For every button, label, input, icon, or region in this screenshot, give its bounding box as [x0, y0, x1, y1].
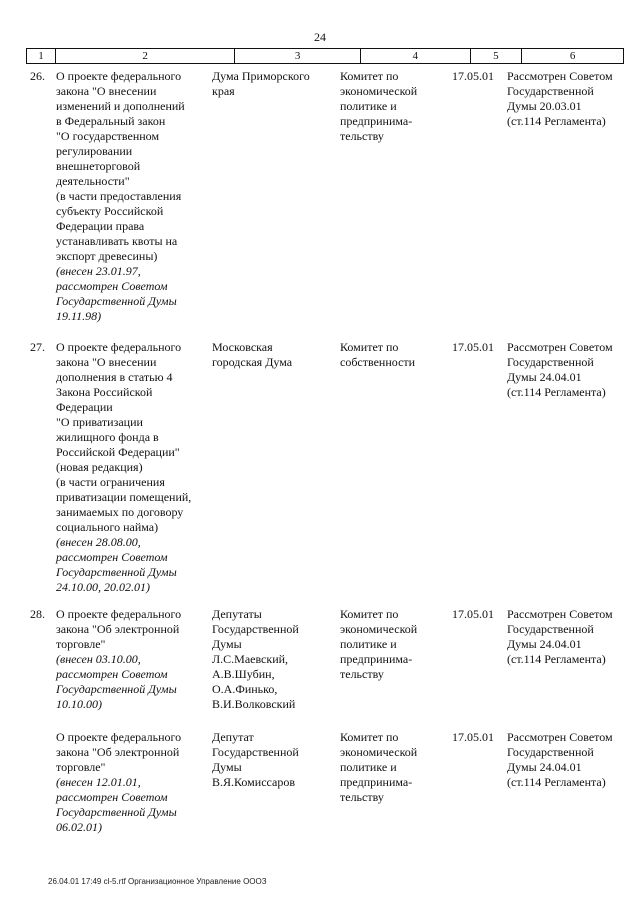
bill-author-line: Л.С.Маевский,: [212, 652, 289, 666]
column-header-1: 1: [27, 49, 56, 63]
submission-note-line: (внесен 23.01.97,: [56, 264, 141, 278]
bill-subject-line: закона "О внесении: [56, 84, 157, 98]
column-header-6: 6: [569, 50, 576, 62]
council-decision-line: Думы 24.04.01: [507, 760, 582, 774]
bill-subject-line: О проекте федерального: [56, 340, 182, 354]
bill-author-line: Государственной: [212, 745, 299, 759]
bill-author-line: Московская: [212, 340, 273, 354]
bill-author-line: городская Дума: [212, 355, 293, 369]
bill-subject-line: приватизации помещений,: [56, 490, 192, 504]
bill-author-line: Депутаты: [212, 607, 262, 621]
bill-subject-line: Закона Российской: [56, 385, 153, 399]
responsible-committee: [340, 340, 440, 370]
responsible-committee-line: предпринима-: [340, 114, 413, 128]
submission-note-line: рассмотрен Советом: [56, 790, 168, 804]
responsible-committee-line: экономической: [340, 745, 418, 759]
responsible-committee-line: экономической: [340, 622, 418, 636]
submission-note-line: 10.10.00): [56, 697, 102, 711]
responsible-committee-line: Комитет по: [340, 730, 399, 744]
bill-subject: [56, 607, 206, 712]
responsible-committee-line: тельству: [340, 667, 384, 681]
entry-number: 27.: [30, 340, 45, 354]
responsible-committee: [340, 730, 440, 805]
council-decision-line: Государственной: [507, 84, 594, 98]
council-decision-line: Государственной: [507, 622, 594, 636]
bill-subject-line: О проекте федерального: [56, 69, 182, 83]
submission-note-line: (внесен 28.08.00,: [56, 535, 141, 549]
council-decision: [507, 730, 627, 790]
responsible-committee-line: политике и: [340, 637, 397, 651]
page-footer: 26.04.01 17:49 cl-5.rtf Организационное Управление ОООЗ: [48, 877, 267, 886]
bill-author: [212, 607, 332, 712]
bill-author-line: О.А.Финько,: [212, 682, 278, 696]
bill-subject-line: "О приватизации: [56, 415, 143, 429]
council-decision-line: Государственной: [507, 355, 594, 369]
bill-subject-line: деятельности": [56, 174, 130, 188]
council-decision-line: (ст.114 Регламента): [507, 775, 606, 789]
submission-note-line: рассмотрен Советом: [56, 279, 168, 293]
responsible-committee: [340, 69, 440, 144]
responsible-committee-line: Комитет по: [340, 340, 399, 354]
responsible-committee-line: тельству: [340, 129, 384, 143]
submission-note-line: Государственной Думы: [56, 565, 177, 579]
council-decision-line: Думы 24.04.01: [507, 637, 582, 651]
review-date: 17.05.01: [452, 607, 494, 621]
bill-subject-line: Российской Федерации": [56, 445, 180, 459]
council-decision: [507, 69, 627, 129]
bill-author-line: В.Я.Комиссаров: [212, 775, 295, 789]
review-date: 17.05.01: [452, 340, 494, 354]
bill-subject-line: занимаемых по договору: [56, 505, 184, 519]
page-number: 24: [314, 30, 326, 44]
responsible-committee-line: экономической: [340, 84, 418, 98]
submission-note-line: рассмотрен Советом: [56, 550, 168, 564]
column-header-5: 5: [471, 49, 523, 63]
bill-subject-line: закона "Об электронной: [56, 745, 180, 759]
council-decision-line: (ст.114 Регламента): [507, 385, 606, 399]
bill-author-line: Думы: [212, 760, 242, 774]
responsible-committee-line: Комитет по: [340, 607, 399, 621]
submission-note-line: Государственной Думы: [56, 682, 177, 696]
bill-subject-line: внешнеторговой: [56, 159, 141, 173]
submission-note-line: Государственной Думы: [56, 294, 177, 308]
bill-subject-line: (в части ограничения: [56, 475, 165, 489]
bill-author-line: края: [212, 84, 235, 98]
responsible-committee: [340, 607, 440, 682]
council-decision-line: Думы 24.04.01: [507, 370, 582, 384]
submission-note-line: 24.10.00, 20.02.01): [56, 580, 150, 594]
bill-subject-line: экспорт древесины): [56, 249, 158, 263]
bill-subject-line: О проекте федерального: [56, 607, 182, 621]
bill-author-line: Дума Приморского: [212, 69, 310, 83]
bill-subject: [56, 69, 206, 324]
council-decision-line: Думы 20.03.01: [507, 99, 582, 113]
bill-subject-line: устанавливать квоты на: [56, 234, 178, 248]
bill-author-line: Государственной: [212, 622, 299, 636]
submission-note-line: 06.02.01): [56, 820, 102, 834]
bill-subject-line: торговле": [56, 760, 106, 774]
bill-author-line: Депутат: [212, 730, 254, 744]
responsible-committee-line: предпринима-: [340, 775, 413, 789]
council-decision-line: Рассмотрен Советом: [507, 69, 613, 83]
bill-subject-line: жилищного фонда в: [56, 430, 159, 444]
submission-note-line: 19.11.98): [56, 309, 102, 323]
bill-subject-line: Федерации права: [56, 219, 145, 233]
bill-subject-line: субъекту Российской: [56, 204, 164, 218]
council-decision-line: Рассмотрен Советом: [507, 730, 613, 744]
responsible-committee-line: политике и: [340, 99, 397, 113]
bill-subject-line: Федерации: [56, 400, 113, 414]
responsible-committee-line: Комитет по: [340, 69, 399, 83]
bill-subject-line: закона "О внесении: [56, 355, 157, 369]
bill-subject-line: (в части предоставления: [56, 189, 182, 203]
responsible-committee-line: политике и: [340, 760, 397, 774]
entry-number: 28.: [30, 607, 45, 621]
bill-subject-line: дополнения в статью 4: [56, 370, 173, 384]
bill-author: [212, 340, 332, 370]
column-header-4: 4: [361, 49, 471, 63]
submission-note-line: (внесен 12.01.01,: [56, 775, 141, 789]
bill-subject-line: торговле": [56, 637, 106, 651]
bill-author-line: В.И.Волковский: [212, 697, 296, 711]
review-date: 17.05.01: [452, 730, 494, 744]
bill-author-line: А.В.Шубин,: [212, 667, 275, 681]
council-decision-line: Рассмотрен Советом: [507, 607, 613, 621]
council-decision-line: (ст.114 Регламента): [507, 652, 606, 666]
bill-subject-line: изменений и дополнений: [56, 99, 185, 113]
bill-subject-line: регулировании: [56, 144, 133, 158]
council-decision-line: Государственной: [507, 745, 594, 759]
column-header-row: [26, 48, 624, 64]
review-date: 17.05.01: [452, 69, 494, 83]
bill-subject: [56, 340, 206, 595]
entry-number: 26.: [30, 69, 45, 83]
column-header-2: 2: [56, 49, 235, 63]
council-decision: [507, 607, 627, 667]
council-decision-line: Рассмотрен Советом: [507, 340, 613, 354]
bill-subject-line: О проекте федерального: [56, 730, 182, 744]
council-decision-line: (ст.114 Регламента): [507, 114, 606, 128]
responsible-committee-line: тельству: [340, 790, 384, 804]
responsible-committee-line: собственности: [340, 355, 416, 369]
bill-subject-line: закона "Об электронной: [56, 622, 180, 636]
council-decision: [507, 340, 627, 400]
submission-note-line: Государственной Думы: [56, 805, 177, 819]
bill-subject: [56, 730, 206, 835]
bill-subject-line: социального найма): [56, 520, 159, 534]
bill-author: [212, 69, 332, 99]
bill-subject-line: (новая редакция): [56, 460, 143, 474]
submission-note-line: рассмотрен Советом: [56, 667, 168, 681]
submission-note-line: (внесен 03.10.00,: [56, 652, 141, 666]
responsible-committee-line: предпринима-: [340, 652, 413, 666]
bill-author: [212, 730, 332, 790]
bill-subject-line: в Федеральный закон: [56, 114, 166, 128]
column-header-3: 3: [235, 49, 361, 63]
bill-author-line: Думы: [212, 637, 242, 651]
bill-subject-line: "О государственном: [56, 129, 160, 143]
